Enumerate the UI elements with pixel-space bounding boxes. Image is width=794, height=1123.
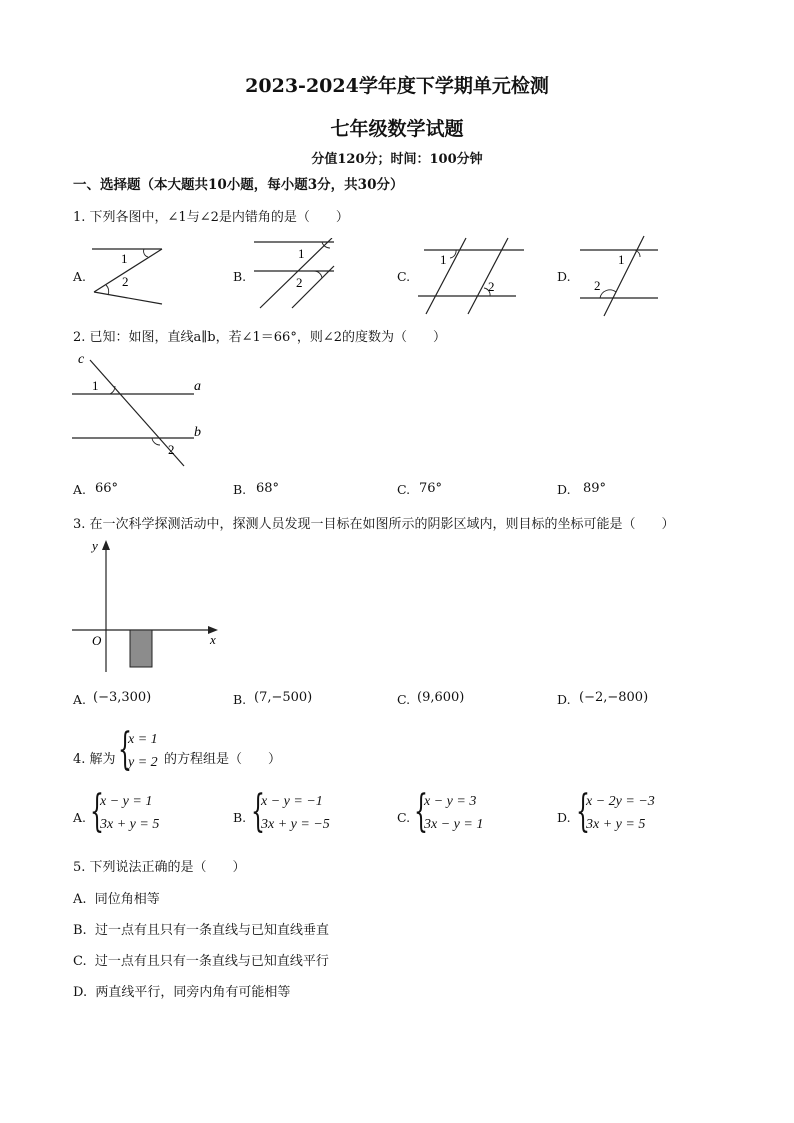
q4b-brace: { bbox=[251, 786, 265, 837]
q2-angle1-label: 1 bbox=[92, 378, 99, 393]
exam-title: 2023-2024学年度下学期单元检测 bbox=[245, 75, 549, 97]
q4-option-c-label[interactable]: C. bbox=[397, 810, 411, 825]
q3-stem: 3. 在一次科学探测活动中，探测人员发现一目标在如图所示的阴影区域内，则目标的坐标可能是（ ） bbox=[73, 517, 675, 532]
q1-option-d-label[interactable]: D. bbox=[557, 269, 571, 284]
q5-option-c[interactable] bbox=[73, 950, 329, 969]
q4d-brace: { bbox=[576, 786, 590, 837]
y-axis-label: y bbox=[92, 538, 98, 553]
line-a-label: a bbox=[194, 379, 201, 394]
q4d-eq1: x − 2y = −3 bbox=[586, 794, 655, 809]
x-axis-label: x bbox=[210, 632, 216, 647]
q5-option-c-text: 过一点有且只有一条直线与已知直线平行 bbox=[94, 954, 329, 969]
q5-option-d-label: D. bbox=[73, 985, 88, 1000]
q2-figure bbox=[72, 350, 212, 468]
q4-option-d-system[interactable] bbox=[576, 786, 686, 840]
q5-option-d[interactable] bbox=[73, 981, 290, 1000]
q2-option-a-text[interactable]: 66° bbox=[95, 481, 119, 496]
q3-option-d-text[interactable]: (−2,−800) bbox=[579, 690, 649, 705]
q1b-angle1-label: 1 bbox=[298, 246, 305, 261]
q2-angle2-label: 2 bbox=[168, 442, 175, 457]
q4-option-b-system[interactable] bbox=[251, 786, 351, 840]
score-time: 分值120分；时间：100分钟 bbox=[311, 152, 483, 167]
q2-option-a-label[interactable]: A. bbox=[73, 482, 87, 497]
q4c-eq2: 3x − y = 1 bbox=[424, 817, 484, 832]
q5-option-b[interactable] bbox=[73, 919, 329, 938]
q1c-angle2-label: 2 bbox=[488, 279, 495, 294]
q2-option-c-text[interactable]: 76° bbox=[419, 481, 443, 496]
q3-option-a-label[interactable]: A. bbox=[73, 692, 87, 707]
q5-option-a[interactable] bbox=[73, 888, 160, 907]
q5-option-c-label: C. bbox=[73, 954, 87, 969]
q1a-angle2-label: 2 bbox=[122, 274, 129, 289]
q1-figure-a bbox=[86, 240, 166, 308]
origin-label: O bbox=[92, 633, 102, 648]
q4-system-eq2: y = 2 bbox=[128, 755, 158, 770]
q2-option-d-text[interactable]: 89° bbox=[583, 481, 607, 496]
q2-option-d-label[interactable]: D. bbox=[557, 482, 571, 497]
q4-option-b-label[interactable]: B. bbox=[233, 810, 247, 825]
q4-brace: { bbox=[118, 724, 132, 775]
q3-option-b-label[interactable]: B. bbox=[233, 692, 247, 707]
shaded-region bbox=[130, 630, 152, 667]
q1d-angle2-label: 2 bbox=[594, 278, 601, 293]
q2-stem: 2. 已知：如图，直线a∥b，若∠1＝66°，则∠2的度数为（ ） bbox=[73, 330, 446, 345]
q1-figure-c bbox=[416, 234, 528, 316]
exam-subtitle: 七年级数学试题 bbox=[330, 118, 464, 140]
q3-option-c-text[interactable]: (9,600) bbox=[417, 690, 465, 705]
q5-option-a-text: 同位角相等 bbox=[94, 892, 160, 907]
q5-stem: 5. 下列说法正确的是（ ） bbox=[73, 860, 246, 875]
q4b-eq1: x − y = −1 bbox=[261, 794, 323, 809]
q3-option-a-text[interactable]: (−3,300) bbox=[93, 690, 152, 705]
q4c-eq1: x − y = 3 bbox=[424, 794, 477, 809]
q3-option-c-label[interactable]: C. bbox=[397, 692, 411, 707]
q4a-eq1: x − y = 1 bbox=[100, 794, 153, 809]
q4-option-a-system[interactable] bbox=[90, 786, 180, 840]
line-c-label: c bbox=[78, 352, 85, 367]
q1-figure-d bbox=[578, 234, 660, 318]
q4-option-a-label[interactable]: A. bbox=[73, 810, 87, 825]
q3-option-b-text[interactable]: (7,−500) bbox=[254, 690, 313, 705]
q4-option-c-system[interactable] bbox=[414, 786, 504, 840]
q1-option-c-label[interactable]: C. bbox=[397, 269, 411, 284]
q1d-angle1-label: 1 bbox=[618, 252, 625, 267]
q1a-angle1-label: 1 bbox=[121, 251, 128, 266]
section-heading: 一、选择题（本大题共10小题，每小题3分，共30分） bbox=[73, 177, 404, 193]
q2-option-c-label[interactable]: C. bbox=[397, 482, 411, 497]
q4-stem-suffix: 的方程组是（ ） bbox=[164, 752, 282, 767]
q4-option-d-label[interactable]: D. bbox=[557, 810, 571, 825]
q5-option-b-label: B. bbox=[73, 923, 87, 938]
q2-option-b-text[interactable]: 68° bbox=[256, 481, 280, 496]
q1b-angle2-label: 2 bbox=[296, 275, 303, 290]
q4-stem-system bbox=[118, 724, 164, 778]
q2-option-b-label[interactable]: B. bbox=[233, 482, 247, 497]
q1-option-b-label[interactable]: B. bbox=[233, 269, 247, 284]
q5-option-d-text: 两直线平行，同旁内角有可能相等 bbox=[95, 985, 291, 1000]
q4a-eq2: 3x + y = 5 bbox=[100, 817, 160, 832]
q4-system-eq1: x = 1 bbox=[128, 732, 158, 747]
q1c-angle1-label: 1 bbox=[440, 252, 447, 267]
q4-stem-prefix: 4. 解为 bbox=[73, 752, 116, 767]
q1-figure-b bbox=[252, 238, 336, 310]
q5-option-b-text: 过一点有且只有一条直线与已知直线垂直 bbox=[94, 923, 329, 938]
q3-option-d-label[interactable]: D. bbox=[557, 692, 571, 707]
line-b-label: b bbox=[194, 425, 201, 440]
q4a-brace: { bbox=[90, 786, 104, 837]
q4d-eq2: 3x + y = 5 bbox=[586, 817, 646, 832]
q1-option-a-label[interactable]: A. bbox=[73, 269, 87, 284]
q5-option-a-label: A. bbox=[73, 892, 87, 907]
q1-stem: 1. 下列各图中，∠1与∠2是内错角的是（ ） bbox=[73, 210, 349, 225]
q4c-brace: { bbox=[414, 786, 428, 837]
q3-coordinate-figure bbox=[70, 536, 220, 676]
q4b-eq2: 3x + y = −5 bbox=[261, 817, 330, 832]
